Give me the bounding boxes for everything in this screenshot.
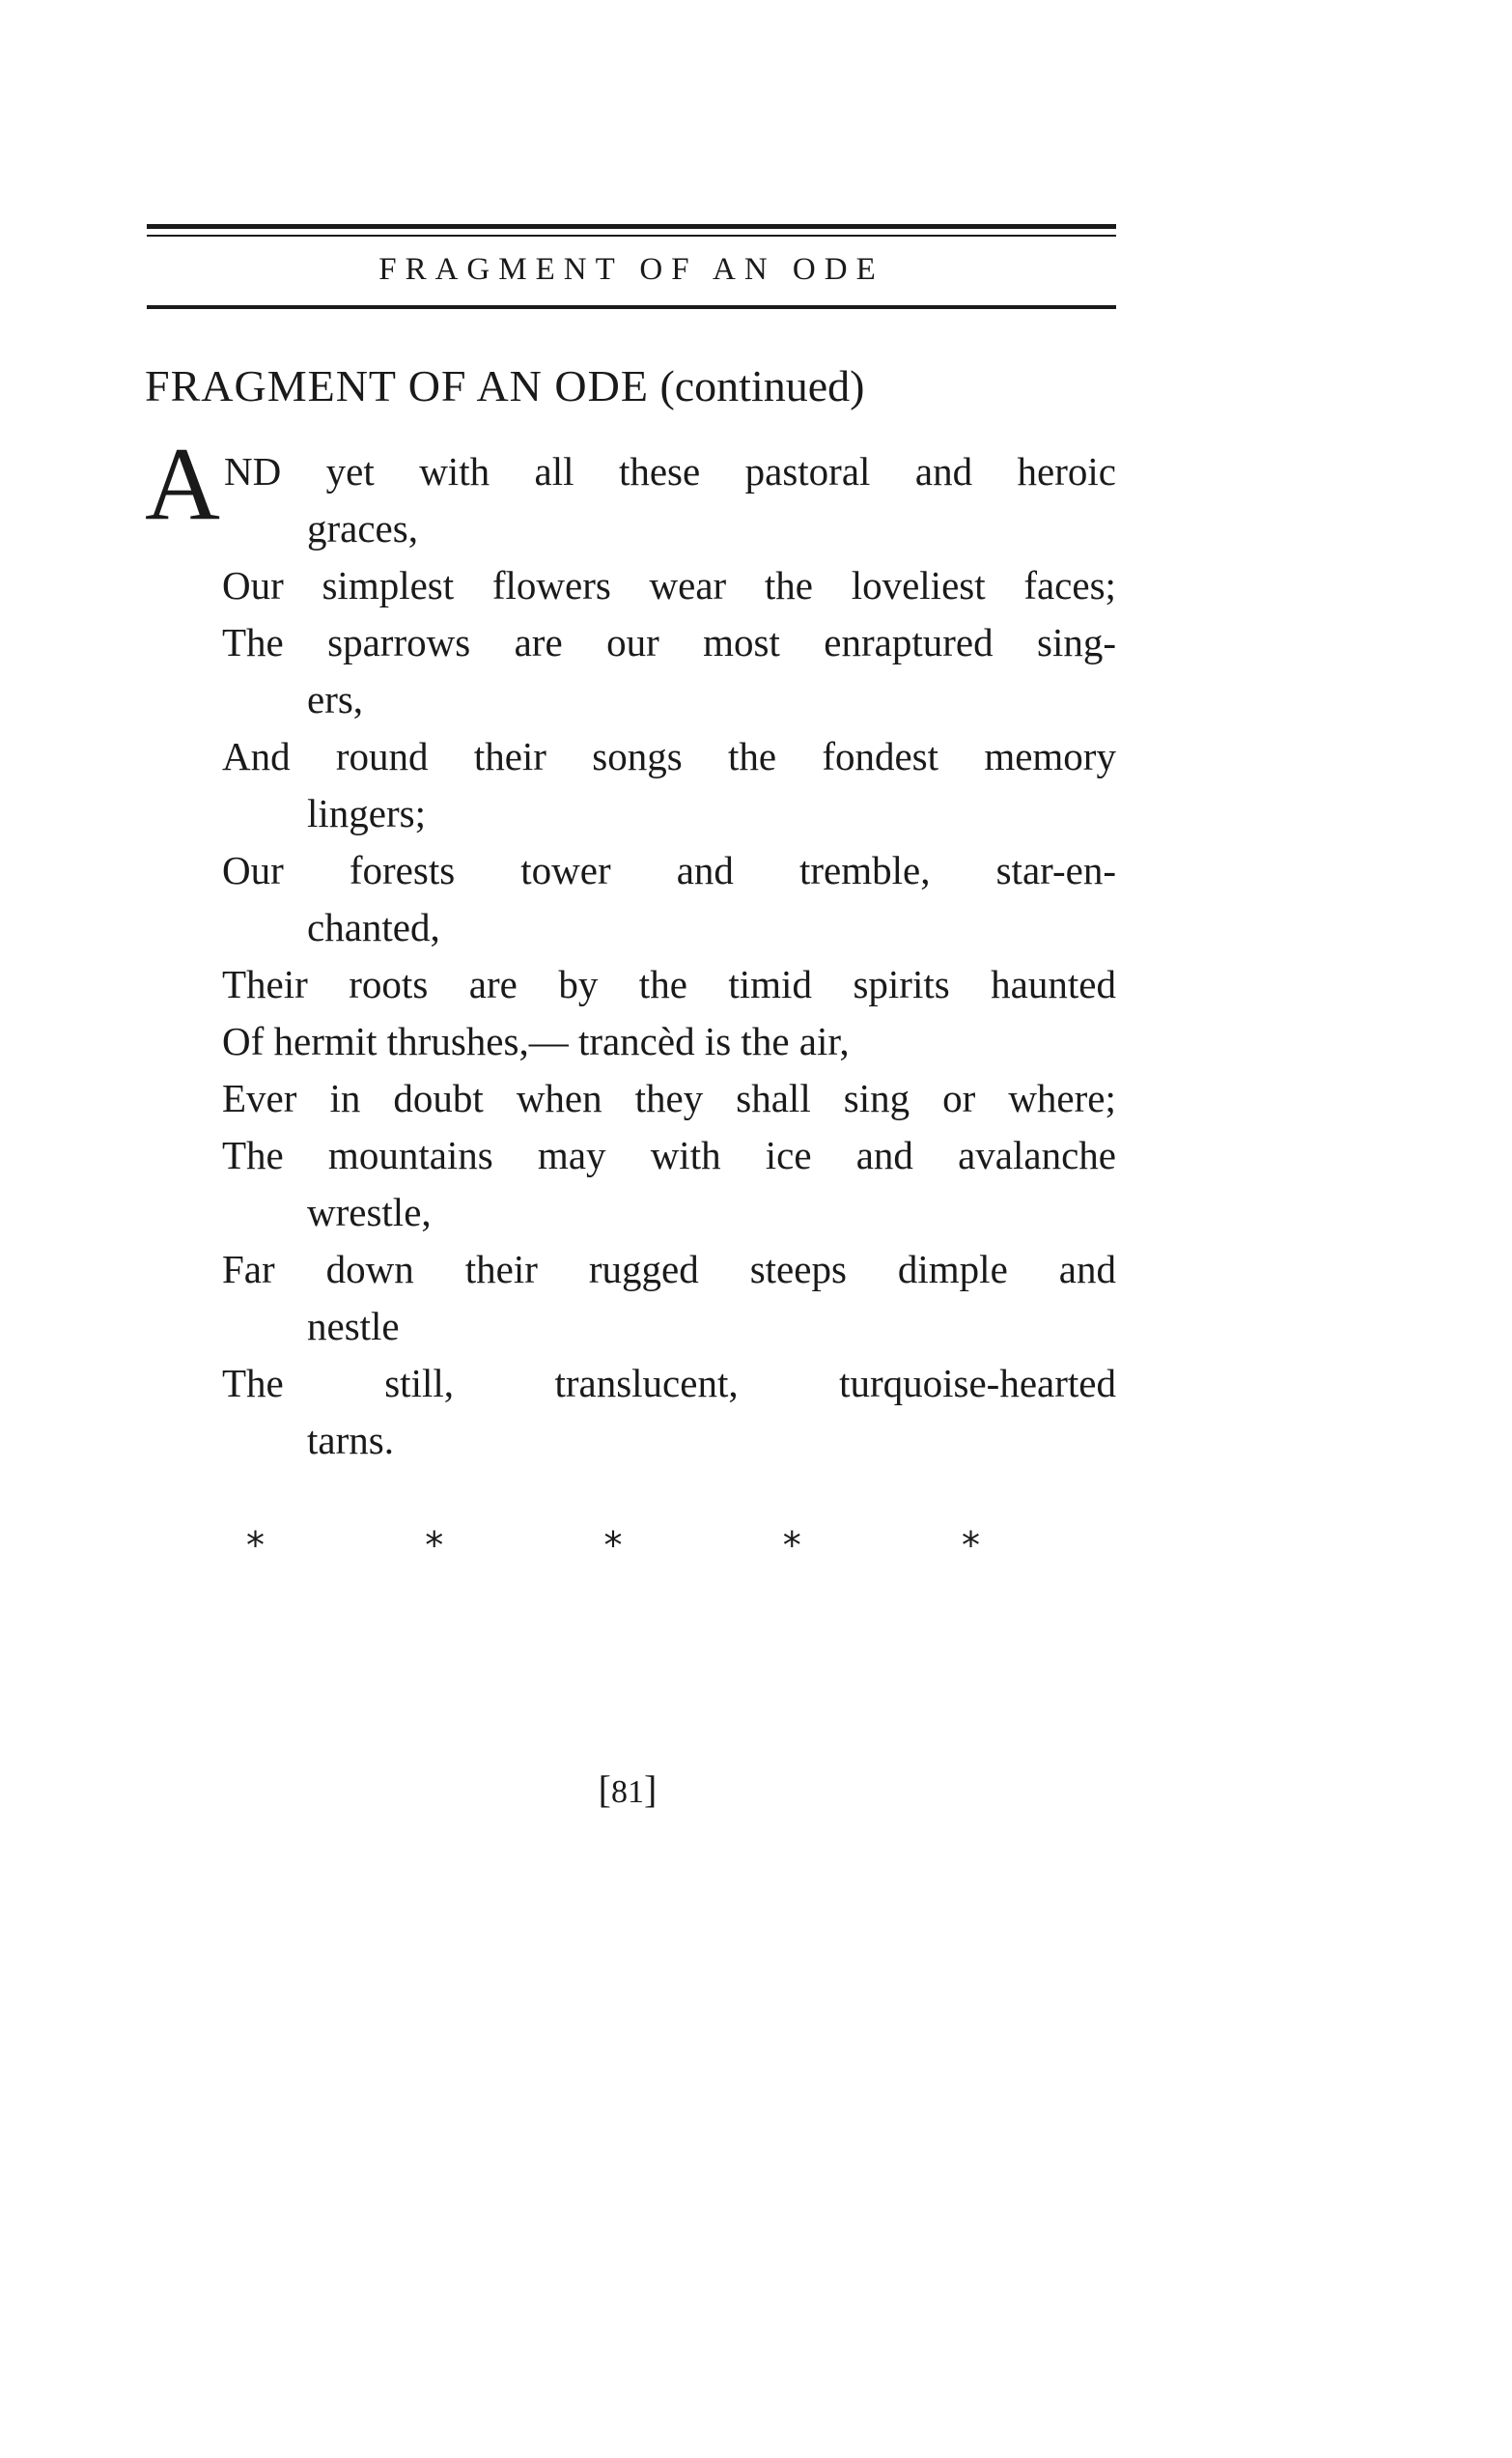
poem-line: Our forests tower and tremble, star-en- xyxy=(222,848,1116,892)
poem-line-continuation: nestle xyxy=(307,1304,400,1348)
poem-title-suffix: (continued) xyxy=(659,361,865,410)
asterisk: * xyxy=(962,1524,980,1567)
asterisk: * xyxy=(246,1524,265,1567)
asterisk: * xyxy=(603,1524,623,1567)
poem-line-continuation: tarns. xyxy=(307,1418,394,1462)
header-rule-thick xyxy=(147,224,1116,229)
poem-line: ND yet with all these pastoral and heroic xyxy=(224,449,1116,494)
asterisk: * xyxy=(782,1524,801,1567)
section-break-asterisks xyxy=(246,1521,980,1569)
poem-line-continuation: wrestle, xyxy=(307,1190,432,1234)
poem-line: Our simplest flowers wear the loveliest faces; xyxy=(222,563,1116,607)
poem-title xyxy=(145,357,864,415)
poem-line: The mountains may with ice and avalanche xyxy=(222,1133,1116,1177)
poem-line: Their roots are by the timid spirits haunted xyxy=(222,962,1116,1006)
poem-line-continuation: graces, xyxy=(307,506,418,551)
poem-line: Of hermit thrushes,— trancèd is the air, xyxy=(222,1019,850,1063)
folio-number: 81 xyxy=(611,1774,644,1810)
poem-line-continuation: ers, xyxy=(307,677,364,721)
poem-line: Ever in doubt when they shall sing or where; xyxy=(222,1076,1116,1120)
header-rule-bottom xyxy=(147,305,1116,309)
running-head: FRAGMENT OF AN ODE xyxy=(378,252,884,287)
folio-bracket-open: [ xyxy=(598,1767,611,1811)
poem-title-main: FRAGMENT OF AN ODE xyxy=(145,361,649,410)
poem-line-continuation: lingers; xyxy=(307,791,426,835)
drop-cap: A xyxy=(145,427,220,542)
header-rule-thin xyxy=(147,235,1116,237)
poem-line: Far down their rugged steeps dimple and xyxy=(222,1247,1116,1291)
poem-line: And round their songs the fondest memory xyxy=(222,734,1116,778)
asterisk: * xyxy=(425,1524,444,1567)
poem-line: The still, translucent, turquoise-hearted xyxy=(222,1361,1116,1405)
folio-bracket-close: ] xyxy=(644,1767,658,1811)
poem-line-continuation: chanted, xyxy=(307,905,440,949)
page-number xyxy=(0,1763,1255,1820)
poem-line: The sparrows are our most enraptured sing- xyxy=(222,620,1116,664)
